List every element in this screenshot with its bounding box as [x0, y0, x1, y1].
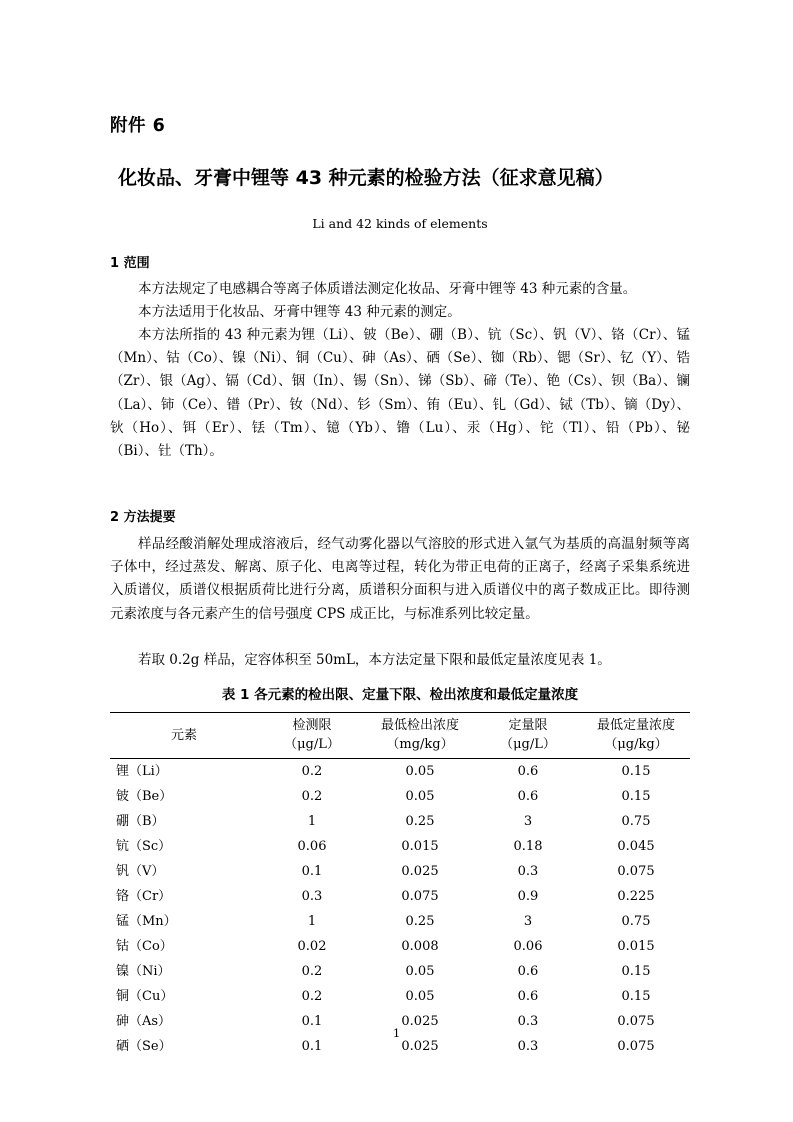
column-header-min-detection-conc-unit: （mg/kg）	[386, 737, 454, 752]
cell-value: 3	[523, 914, 533, 929]
cell-value: 1	[307, 914, 317, 929]
table-row	[110, 959, 690, 984]
cell-value: 0.1	[301, 1039, 323, 1054]
cell-value: 0.05	[405, 789, 435, 804]
table-row	[110, 934, 690, 959]
cell-value: 0.15	[621, 964, 651, 979]
cell-value: 0.15	[621, 764, 651, 779]
cell-value: 3	[523, 814, 533, 829]
scope-paragraph-2: 本方法适用于化妆品、牙膏中锂等 43 种元素的测定。	[138, 304, 461, 320]
table-row	[110, 984, 690, 1009]
page-title: 化妆品、牙膏中锂等 43 种元素的检验方法（征求意见稿）	[118, 167, 614, 189]
cell-value: 0.045	[617, 839, 655, 854]
column-header-min-quant-conc	[582, 713, 690, 759]
column-header-quant-limit	[474, 713, 582, 759]
cell-element-name: 铬（Cr）	[116, 889, 172, 904]
cell-element-name: 铍（Be）	[116, 789, 173, 804]
cell-value: 0.1	[301, 864, 323, 879]
cell-value: 0.6	[517, 964, 539, 979]
cell-value: 0.015	[617, 939, 655, 954]
cell-value: 0.6	[517, 989, 539, 1004]
cell-value: 0.3	[517, 1014, 539, 1029]
table-row	[110, 859, 690, 884]
method-summary-paragraph-2: 若取 0.2g 样品，定容体积至 50mL，本方法定量下限和最低定量浓度见表 1。	[138, 652, 611, 668]
cell-element-name: 锂（Li）	[116, 764, 168, 779]
cell-value: 0.3	[517, 864, 539, 879]
cell-value: 0.2	[301, 989, 323, 1004]
cell-value: 0.9	[517, 889, 539, 904]
section-heading-method-summary: 2 方法提要	[110, 510, 176, 525]
table-row	[110, 834, 690, 859]
table-header-row	[110, 713, 690, 759]
method-summary-paragraph-1: 样品经酸消解处理成溶液后，经气动雾化器以气溶胶的形式进入氩气为基质的高温射频等离子体中，经过蒸发、解离、原子化、电离等过程，转化为带正电荷的正离子，经离子采集系统进入质谱仪，质谱仪根据质荷比进行分离，质谱积分面积与进入质谱仪中的离子数成正比。即待测元素浓度与各元素产生的信号强度 CPS 成正比，与标准系列比较定量。	[110, 536, 690, 622]
cell-value: 0.015	[401, 839, 439, 854]
column-header-quant-limit-unit: （μg/L）	[500, 737, 556, 752]
cell-value: 0.075	[617, 1014, 655, 1029]
element-limits-table	[110, 712, 690, 1059]
cell-value: 0.3	[301, 889, 323, 904]
cell-value: 0.075	[617, 864, 655, 879]
cell-value: 0.008	[401, 939, 439, 954]
document-subtitle: Li and 42 kinds of elements	[312, 216, 488, 231]
cell-value: 0.225	[617, 889, 655, 904]
attachment-label: 附件 6	[110, 116, 166, 136]
cell-value: 0.15	[621, 789, 651, 804]
section-heading-scope: 1 范围	[110, 256, 150, 271]
cell-value: 0.6	[517, 764, 539, 779]
column-header-min-quant-conc-name: 最低定量浓度	[596, 718, 675, 733]
column-header-min-detection-conc	[366, 713, 474, 759]
cell-value: 0.06	[297, 839, 327, 854]
column-header-element	[110, 713, 258, 759]
cell-element-name: 砷（As）	[116, 1014, 172, 1029]
cell-element-name: 锰（Mn）	[116, 914, 177, 929]
scope-paragraph-3: 本方法所指的 43 种元素为锂（Li）、铍（Be）、硼（B）、钪（Sc）、钒（V）、铬（Cr）、锰（Mn）、钴（Co）、镍（Ni）、铜（Cu）、砷（As）、硒（Se）、铷（Rb）、锶（Sr）、钇（Y）、锆（Zr）、银（Ag）、镉（Cd）、铟（In）、锡（Sn）、锑（Sb）、碲（Te）、铯（Cs）、钡（Ba）、镧（La）、铈（Ce）、镨（Pr）、钕（Nd）、钐（Sm）、铕（Eu）、钆（Gd）、铽（Tb）、镝（Dy）、钬（Ho）、铒（Er）、铥（Tm）、镱（Yb）、镥（Lu）、汞（Hg）、铊（Tl）、铅（Pb）、铋（Bi）、钍（Th）。	[110, 327, 690, 460]
cell-value: 0.2	[301, 964, 323, 979]
cell-value: 0.15	[621, 989, 651, 1004]
cell-element-name: 硒（Se）	[116, 1039, 172, 1054]
table-caption: 表 1 各元素的检出限、定量下限、检出浓度和最低定量浓度	[221, 687, 579, 703]
table-row	[110, 809, 690, 834]
cell-value: 0.075	[401, 889, 439, 904]
cell-value: 0.075	[617, 1039, 655, 1054]
cell-value: 0.025	[401, 864, 439, 879]
column-header-detection-limit	[258, 713, 366, 759]
cell-value: 0.2	[301, 764, 323, 779]
cell-value: 1	[307, 814, 317, 829]
cell-value: 0.2	[301, 789, 323, 804]
table-body	[110, 759, 690, 1060]
cell-value: 0.3	[517, 1039, 539, 1054]
table-row	[110, 759, 690, 785]
cell-value: 0.05	[405, 989, 435, 1004]
table-row	[110, 909, 690, 934]
cell-value: 0.06	[513, 939, 543, 954]
cell-element-name: 硼（B）	[116, 814, 165, 829]
cell-value: 0.25	[405, 814, 435, 829]
page-number: 1	[392, 1026, 401, 1040]
cell-value: 0.75	[621, 814, 651, 829]
cell-element-name: 镍（Ni）	[116, 964, 171, 979]
cell-value: 0.25	[405, 914, 435, 929]
cell-value: 0.18	[513, 839, 543, 854]
cell-value: 0.025	[401, 1014, 439, 1029]
cell-value: 0.02	[297, 939, 327, 954]
table-row	[110, 784, 690, 809]
column-header-detection-limit-name: 检测限	[292, 718, 332, 733]
column-header-quant-limit-name: 定量限	[508, 718, 548, 733]
cell-element-name: 钪（Sc）	[116, 839, 172, 854]
cell-value: 0.1	[301, 1014, 323, 1029]
scope-paragraph-1: 本方法规定了电感耦合等离子体质谱法测定化妆品、牙膏中锂等 43 种元素的含量。	[138, 281, 637, 297]
cell-value: 0.05	[405, 964, 435, 979]
column-header-element-name: 元素	[170, 727, 197, 743]
cell-value: 0.75	[621, 914, 651, 929]
cell-element-name: 钒（V）	[116, 864, 165, 879]
cell-value: 0.05	[405, 764, 435, 779]
cell-element-name: 钴（Co）	[116, 939, 173, 954]
cell-value: 0.025	[401, 1039, 439, 1054]
table-head	[110, 713, 690, 759]
column-header-min-quant-conc-unit: （μg/kg）	[604, 737, 668, 752]
column-header-detection-limit-unit: （μg/L）	[284, 737, 340, 752]
column-header-min-detection-conc-name: 最低检出浓度	[380, 718, 459, 733]
cell-element-name: 铜（Cu）	[116, 989, 174, 1004]
cell-value: 0.6	[517, 789, 539, 804]
table-row	[110, 884, 690, 909]
